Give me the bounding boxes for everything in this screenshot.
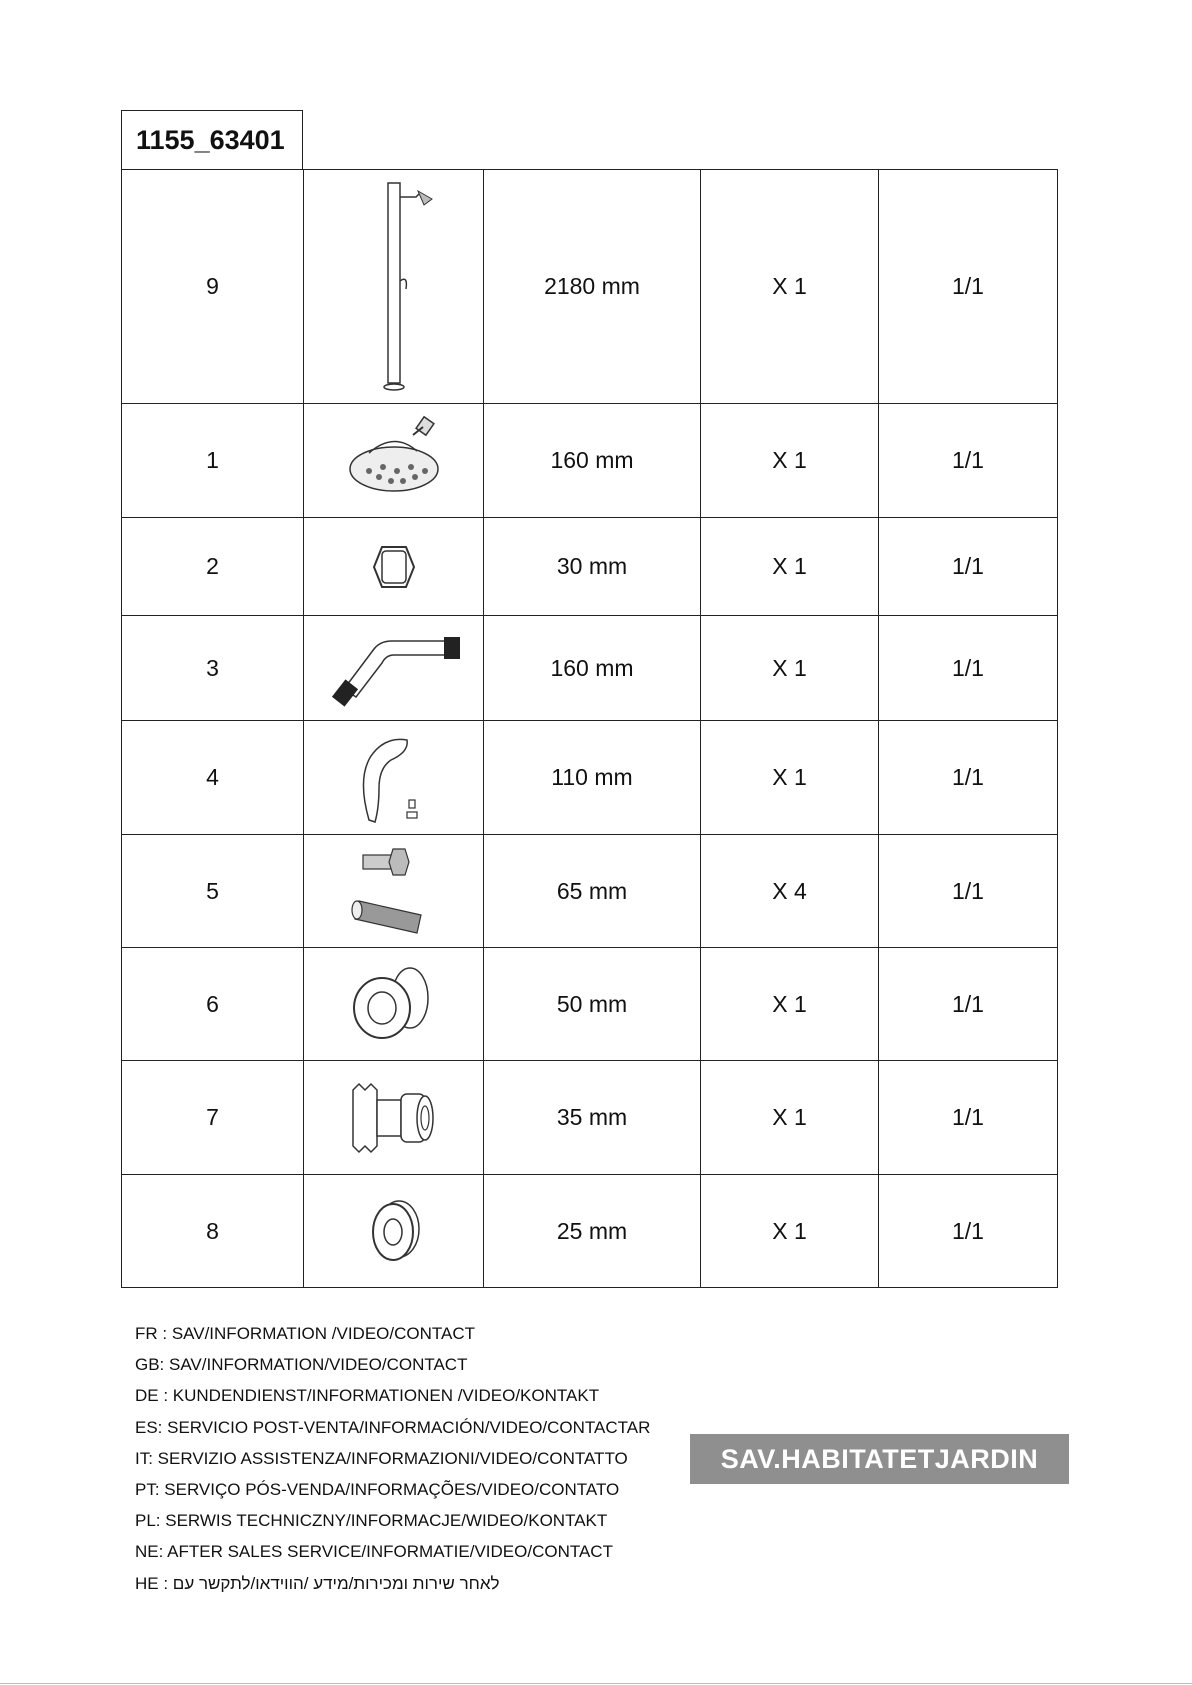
service-line-fr: FR : SAV/INFORMATION /VIDEO/CONTACT — [135, 1324, 476, 1343]
table-row — [122, 518, 1058, 616]
part-quantity: X 1 — [701, 518, 879, 616]
part-quantity: X 1 — [701, 170, 879, 404]
part-quantity: X 1 — [701, 721, 879, 835]
service-line-es: ES: SERVICIO POST-VENTA/INFORMACIÓN/VIDEO/CONTACTAR — [135, 1417, 651, 1437]
shower-head-icon — [339, 413, 449, 509]
service-line-it: IT: SERVIZIO ASSISTENZA/INFORMAZIONI/VIDEO/CONTATTO — [135, 1448, 628, 1468]
part-number: 6 — [122, 948, 304, 1061]
part-size: 160 mm — [484, 616, 701, 721]
part-image — [304, 518, 484, 616]
part-image — [304, 1061, 484, 1175]
part-size: 65 mm — [484, 835, 701, 948]
flange-icon — [346, 962, 442, 1046]
part-ratio: 1/1 — [879, 1061, 1058, 1175]
part-quantity: X 1 — [701, 1175, 879, 1288]
part-ratio: 1/1 — [879, 1175, 1058, 1288]
service-line-gb: GB: SAV/INFORMATION/VIDEO/CONTACT — [135, 1355, 468, 1375]
table-row — [122, 948, 1058, 1061]
table-row — [122, 1175, 1058, 1288]
part-size: 160 mm — [484, 404, 701, 518]
part-size: 25 mm — [484, 1175, 701, 1288]
part-size: 50 mm — [484, 948, 701, 1061]
part-quantity: X 1 — [701, 616, 879, 721]
shower-column-icon — [334, 177, 454, 397]
sav-website-badge: SAV.HABITATETJARDIN — [690, 1434, 1069, 1484]
table-row — [122, 1061, 1058, 1175]
part-ratio: 1/1 — [879, 948, 1058, 1061]
part-number: 8 — [122, 1175, 304, 1288]
table-row — [122, 721, 1058, 835]
part-image — [304, 721, 484, 835]
part-ratio: 1/1 — [879, 616, 1058, 721]
part-ratio: 1/1 — [879, 835, 1058, 948]
page-bottom-divider — [0, 1683, 1192, 1684]
part-number: 9 — [122, 170, 304, 404]
part-ratio: 1/1 — [879, 170, 1058, 404]
bolt-and-anchor-icon — [339, 839, 449, 943]
part-quantity: X 1 — [701, 948, 879, 1061]
part-number: 7 — [122, 1061, 304, 1175]
service-line-pt: PT: SERVIÇO PÓS-VENDA/INFORMAÇÕES/VIDEO/CONTATO — [135, 1480, 620, 1500]
service-line-pl: PL: SERWIS TECHNICZNY/INFORMACJE/WIDEO/KONTAKT — [135, 1511, 608, 1531]
part-number: 1 — [122, 404, 304, 518]
part-image — [304, 1175, 484, 1288]
table-row — [122, 835, 1058, 948]
after-sales-service-list — [135, 1318, 650, 1599]
part-image — [304, 170, 484, 404]
mixer-handle-icon — [349, 728, 439, 828]
part-quantity: X 1 — [701, 1061, 879, 1175]
part-number: 2 — [122, 518, 304, 616]
product-reference: 1155_63401 — [121, 110, 303, 169]
part-size: 30 mm — [484, 518, 701, 616]
part-number: 5 — [122, 835, 304, 948]
part-number: 3 — [122, 616, 304, 721]
part-ratio: 1/1 — [879, 404, 1058, 518]
part-size: 110 mm — [484, 721, 701, 835]
part-image — [304, 835, 484, 948]
part-image — [304, 616, 484, 721]
table-row — [122, 170, 1058, 404]
part-number: 4 — [122, 721, 304, 835]
nut-icon — [364, 537, 424, 597]
part-quantity: X 1 — [701, 404, 879, 518]
table-row — [122, 404, 1058, 518]
washer-icon — [359, 1196, 429, 1266]
service-line-ne: NE: AFTER SALES SERVICE/INFORMATIE/VIDEO/CONTACT — [135, 1542, 613, 1562]
part-image — [304, 948, 484, 1061]
part-size: 2180 mm — [484, 170, 701, 404]
part-size: 35 mm — [484, 1061, 701, 1175]
hose-connector-icon — [339, 1070, 449, 1166]
service-line-he: HE : לאחר שירות ומכירות/מידע /הווידאו/לתקשר עם — [135, 1573, 500, 1593]
table-row — [122, 616, 1058, 721]
parts-table — [121, 169, 1058, 1288]
shower-arm-icon — [314, 623, 474, 713]
part-ratio: 1/1 — [879, 721, 1058, 835]
part-quantity: X 4 — [701, 835, 879, 948]
part-image — [304, 404, 484, 518]
part-ratio: 1/1 — [879, 518, 1058, 616]
service-line-de: DE : KUNDENDIENST/INFORMATIONEN /VIDEO/KONTAKT — [135, 1386, 600, 1406]
